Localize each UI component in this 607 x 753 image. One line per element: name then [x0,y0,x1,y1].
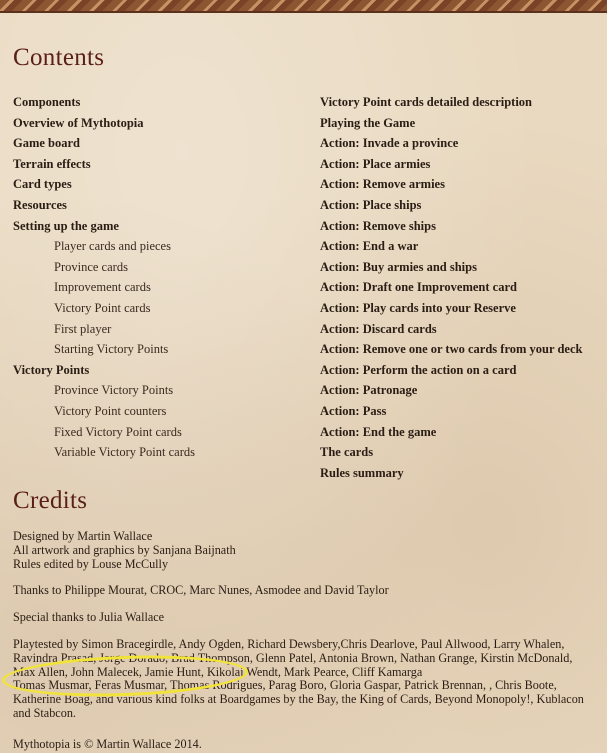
toc-item[interactable]: Action: Patronage [320,383,418,398]
toc-subitem[interactable]: Variable Victory Point cards [54,445,195,460]
toc-item[interactable]: Overview of Mythotopia [13,115,144,130]
toc-item[interactable]: Card types [13,177,72,192]
toc-item[interactable]: Action: End a war [320,239,419,254]
toc-item[interactable]: Action: Perform the action on a card [320,362,517,377]
toc-item[interactable]: Resources [13,197,67,212]
decorative-top-border [0,0,607,13]
playtester-line: Playtested by Simon Bracegirdle, Andy Ogden, Richard Dewsbery,Chris Dearlove, Paul Allwood, Larry Whalen, [13,636,565,651]
thanks-line: Thanks to Philippe Mourat, CROC, Marc Nunes, Asmodee and David Taylor [13,583,389,598]
copyright-line: Mythotopia is © Martin Wallace 2014. [13,737,202,751]
toc-item[interactable]: Setting up the game [13,218,119,233]
toc-item[interactable]: Action: Buy armies and ships [320,259,477,274]
toc-item[interactable]: Action: Invade a province [320,136,459,151]
special-thanks-line: Special thanks to Julia Wallace [13,610,165,625]
toc-item[interactable]: Action: Remove armies [320,177,445,192]
toc-subitem[interactable]: Starting Victory Points [54,342,169,357]
toc-item[interactable]: Game board [13,136,81,151]
design-credits [13,530,605,571]
toc-item[interactable]: Victory Point cards detailed description [320,95,533,109]
playtester-line: Max Allen, John Malecek, Jamie Hunt, Kikolaj Wendt, Mark Pearce, Cliff Kamarga [13,664,423,679]
credit-line: All artwork and graphics by Sanjana Baijnath [13,542,236,557]
toc-item[interactable]: Playing the Game [320,115,416,130]
toc-subitem[interactable]: Province Victory Points [54,383,174,398]
toc-subitem[interactable]: Player cards and pieces [54,239,171,254]
contents-left-column [13,92,195,463]
contents-right-column [320,92,582,483]
toc-item[interactable]: Action: Discard cards [320,321,437,336]
toc-item[interactable]: Action: Remove ships [320,218,436,233]
toc-item[interactable]: Terrain effects [13,156,91,171]
toc-item[interactable]: The cards [320,445,374,460]
contents-heading: Contents [13,44,105,71]
toc-subitem[interactable]: Improvement cards [54,280,151,295]
toc-item[interactable]: Action: Play cards into your Reserve [320,300,516,315]
credit-line: Designed by Martin Wallace [13,529,153,543]
playtester-line: Ravindra Prasad, Jorge Dorado, Brad Thompson, Glenn Patel, Antonia Brown, Nathan Grange, Kirstin McDonald, [13,650,573,665]
toc-item[interactable]: Victory Points [13,362,90,377]
toc-subitem[interactable]: Victory Point cards [54,300,151,315]
toc-subitem[interactable]: First player [54,321,112,336]
toc-item[interactable]: Action: Draft one Improvement card [320,280,517,295]
playtester-line: Katherine Boag, and various kind folks at Boardgames by the Bay, the King of Cards, Beyond Monopoly!, Kublacon [13,692,584,707]
credit-line: Rules edited by Louse McCully [13,556,169,571]
toc-subitem[interactable]: Fixed Victory Point cards [54,424,182,439]
toc-item[interactable]: Rules summary [320,465,404,480]
toc-subitem[interactable]: Province cards [54,259,128,274]
playtesters [13,638,605,721]
toc-item[interactable]: Action: Place ships [320,197,422,212]
toc-subitem[interactable]: Victory Point counters [54,403,167,418]
playtester-line: and Stabcon. [13,705,76,720]
toc-item[interactable]: Action: End the game [320,424,437,439]
credits-body [13,530,605,734]
toc-item[interactable]: Action: Pass [320,403,387,418]
toc-item[interactable]: Action: Remove one or two cards from your deck [320,342,583,357]
toc-item[interactable]: Components [13,95,81,109]
credits-heading: Credits [13,487,88,514]
toc-item[interactable]: Action: Place armies [320,156,431,171]
playtester-line: Tomas Musmar, Feras Musmar, Thomas Rodrigues, Parag Boro, Gloria Gaspar, Patrick Brennan, , Chris Boote, [13,678,557,693]
